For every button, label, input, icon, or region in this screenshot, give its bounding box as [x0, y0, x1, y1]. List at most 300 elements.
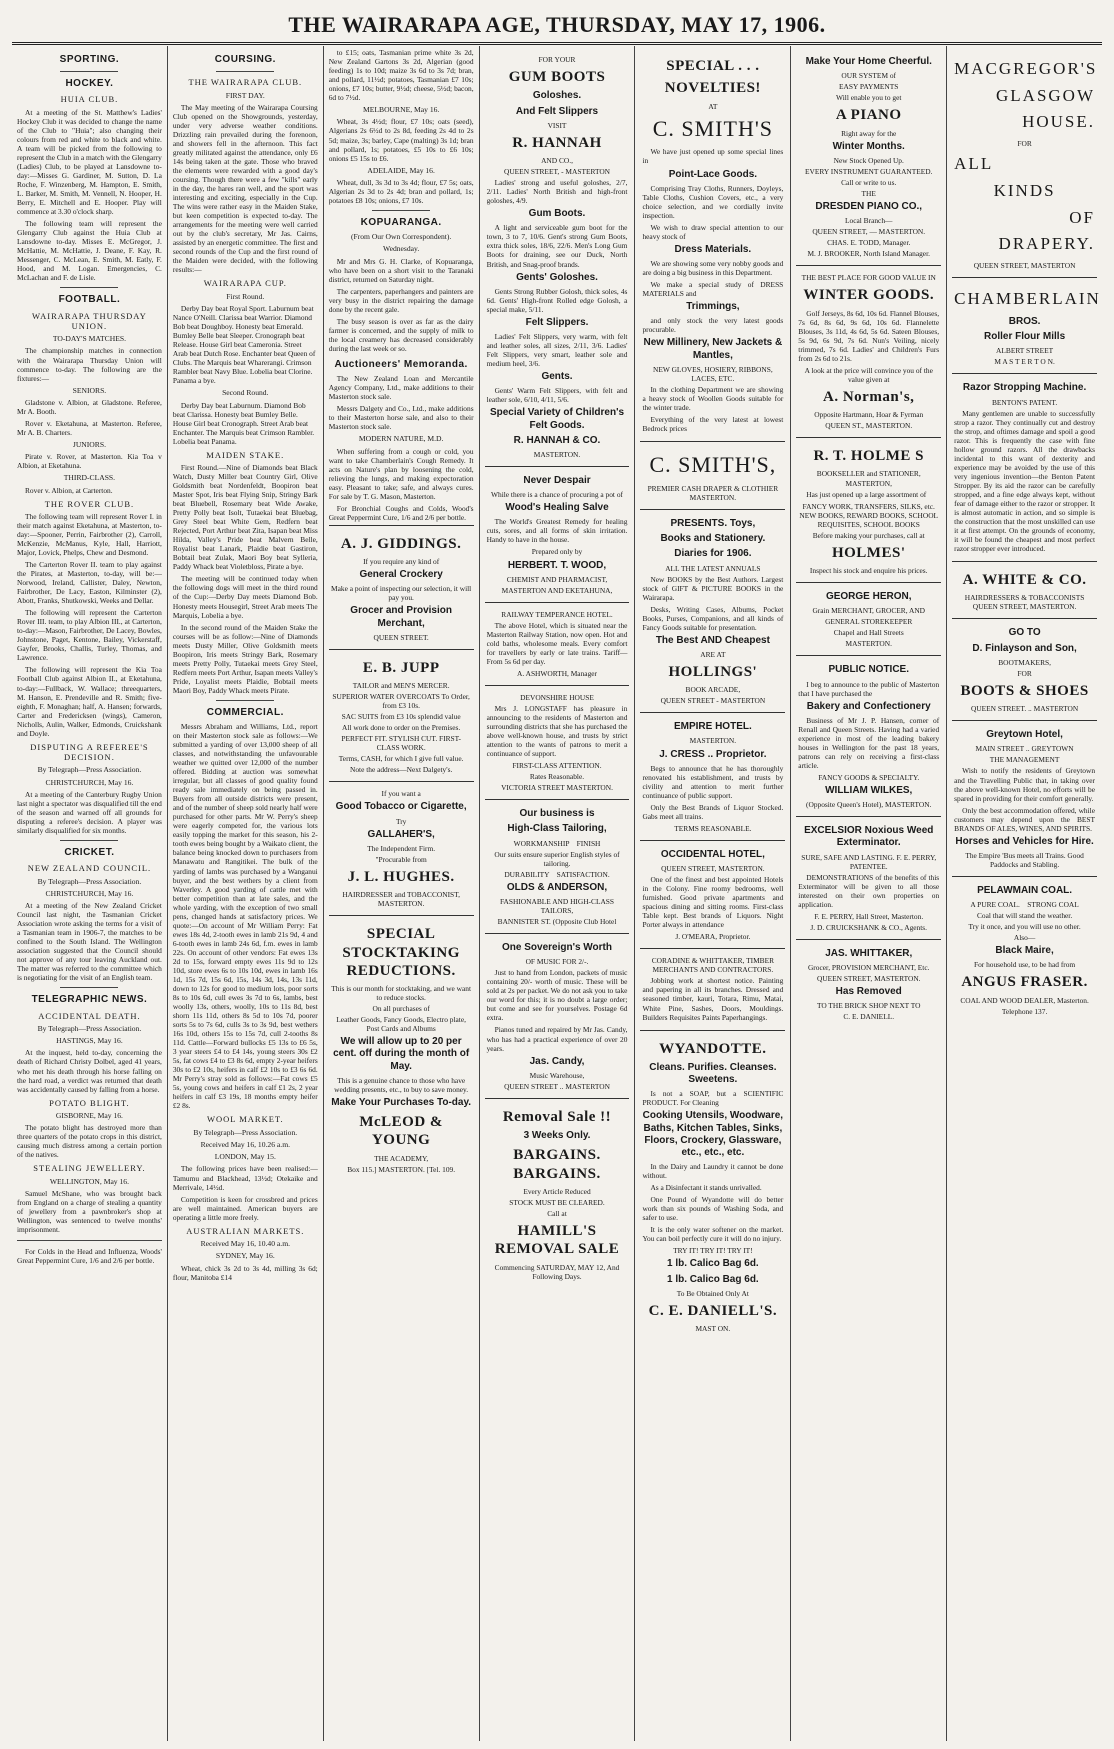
advert-title: EXCELSIOR Noxious Weed Exterminator.: [804, 825, 934, 849]
section-heading: KOPUARANGA.: [360, 216, 442, 228]
subheading: NEW ZEALAND COUNCIL.: [27, 863, 152, 874]
advert-line: Also—: [1013, 933, 1036, 943]
advert-line: Comprising Tray Cloths, Runners, Doyleys, Table Cloths, Cushion Covers, etc., a very choice selection, and we cordially invite inspection.: [642, 183, 784, 220]
advert-title: C. SMITH'S,: [649, 452, 777, 478]
advert-line: As a Disinfectant it stands unrivalled.: [650, 1183, 762, 1193]
advert-line: PREMIER CASH DRAPER & CLOTHIER MASTERTON.: [647, 483, 779, 502]
column-3: [324, 46, 480, 1741]
advert-title: C. E. DANIELL'S.: [648, 1302, 778, 1319]
subheading: First Round.: [226, 291, 265, 301]
advert-line: MASTERTON.: [533, 449, 581, 459]
advert-line: Gents' Goloshes.: [516, 271, 598, 283]
advert-line: All work done to order on the Premises.: [342, 723, 461, 733]
subheading: ACCIDENTAL DEATH.: [38, 1010, 141, 1021]
divider: [17, 1240, 162, 1241]
advert-line: ALL THE LATEST ANNUALS: [665, 563, 761, 573]
advert-line: Diaries for 1906.: [674, 548, 752, 560]
advert-line: One of the finest and best appointed Hotels in the Colony. Fine roomy bedrooms, well furnished. Good private apartments and spacious dining and sitting rooms. First-class Table kept. Best brands of Liquors. Night Porter always in attendance: [642, 875, 784, 930]
advert-line: Music Warehouse,: [529, 1070, 585, 1080]
advert-title: SPECIAL . . .: [666, 58, 760, 74]
advert-line: THE ACADEMY,: [374, 1153, 429, 1163]
advert-line: A. ASHWORTH, Manager: [516, 668, 598, 678]
advert-line: FOR: [1017, 139, 1032, 149]
advert-title: DEVONSHIRE HOUSE: [520, 692, 594, 702]
advert-title: HOLLINGS': [668, 663, 758, 680]
advert-title: D. Finlayson and Son,: [972, 642, 1077, 654]
advert-line: F. E. PERRY, Hall Street, Masterton.: [814, 911, 924, 921]
advert-title: SPECIAL STOCKTAKING REDUCTIONS.: [342, 926, 460, 979]
column-1: [12, 46, 168, 1741]
advert-line: [487, 839, 628, 848]
article-paragraph: First Round.—Nine of Diamonds beat Black Watch, Dusty Miller beat Country Girl, Olive Goldsmith beat Nordenfeldt, Boopiron beat Master Spot, Iris beat Flying Snip, Stringy Bark beat Bluebell, Rosemary beat Wide Awake, Pretty Polly beat Isolt, Tutaekai beat Bluebag, Grey Steel beat White Gem, Redfern beat Rejected, Port Arthur beat Zita, Isapan beat Miss Hilda, Valley's Pride beat Malvern Belle, Royalist beat Lanark, Plaidie beat Gastiron, Bobtail beat Zulak, Maori Boy beat Sylleria, Paddy Whack beat Violetbloss, Pirate a bye.: [172, 463, 318, 572]
advert-title: GEORGE HERON,: [825, 591, 912, 603]
subheading: MAIDEN STAKE.: [206, 449, 285, 460]
advert-line: Grocer, PROVISION MERCHANT, Etc.: [807, 963, 930, 973]
advert-title: Razor Stropping Machine.: [962, 382, 1087, 394]
advert-line: Roller Flour Mills: [984, 331, 1066, 343]
advert-line: A look at the price will convince you of the value given at: [804, 365, 933, 384]
advert-white: [952, 561, 1097, 618]
advert-line: Only the Best Brands of Liquor Stocked. Gabs meet all trains.: [642, 802, 784, 821]
advert-line: Make Your Purchases To-day.: [331, 1096, 472, 1108]
advert-line: The Independent Firm.: [367, 843, 436, 853]
advert-line: Make a point of inspecting our selection, it will pay you.: [331, 584, 472, 603]
advert-line: EVERY INSTRUMENT GUARANTEED.: [804, 166, 933, 176]
section-heading: CRICKET.: [64, 847, 115, 859]
column-2: [168, 46, 324, 1741]
advert-line: MAIN STREET .. GREYTOWN: [975, 744, 1074, 754]
advert-line: SURE, SAFE AND LASTING. F. E. PERRY, PATENTEE.: [801, 852, 937, 871]
divider: [60, 840, 118, 841]
advert-line: Trimmings,: [686, 301, 740, 313]
dateline: Received May 16, 10.26 a.m.: [200, 1139, 290, 1149]
advert-title: HOLMES': [831, 544, 906, 561]
advert-line: MASTERTON.: [689, 736, 737, 746]
advert-title: One Sovereign's Worth: [502, 942, 612, 954]
advert-holmes: [796, 437, 941, 582]
column-7: [947, 46, 1102, 1741]
advert-line: Wood's Healing Salve: [505, 502, 609, 514]
advert-title: High-Class Tailoring,: [507, 823, 607, 835]
article-paragraph: The Carterton Rover II. team to play against the Pirates, at Masterton, to-day, will be:—Norwood, Ireland, Callister, Daley, Newton, Fairbrother, De Lacy, Easton, Kilminster (2), Abott, Franks, Shutkowski, Weeks and Dellar.: [17, 560, 162, 606]
advert-line: ARE AT: [700, 649, 726, 659]
advert-title: BARGAINS. BARGAINS.: [513, 1147, 601, 1182]
advert-line: In the Dairy and Laundry it cannot be done without.: [642, 1162, 784, 1181]
advert-line: J. CRESS .. Proprietor.: [659, 748, 767, 760]
advert-hamill: [485, 1098, 630, 1288]
advert-title: HERBERT. T. WOOD,: [507, 559, 607, 571]
advert-title: MACGREGOR'S: [954, 59, 1098, 78]
advert-railway-hotel: [485, 602, 630, 685]
advert-title: C. SMITH'S: [652, 115, 774, 141]
article-paragraph: Competition is keen for crossbred and prices are well maintained. American buyers are operating a little more freely.: [172, 1194, 318, 1222]
advert-line: VICTORIA STREET MASTERTON.: [501, 783, 613, 793]
article-paragraph: The following prices have been realised:—Tamumu and Blackhead, 13½d; Otekaike and Merrivale, 14½d.: [172, 1164, 318, 1192]
advert-devonshire: [485, 685, 630, 799]
advert-line: In the clothing Department we are showing a heavy stock of Woollen Goods suitable for the winter trade.: [642, 384, 784, 412]
subheading: HUIA CLUB.: [60, 94, 119, 105]
advert-line: C. E. DANIELL.: [843, 1012, 895, 1022]
advert-line: Will enable you to get: [836, 93, 902, 103]
advert-title: NOVELTIES!: [664, 80, 761, 97]
advert-title: Black Maire,: [995, 945, 1054, 957]
article-paragraph: The meeting will be continued today when the following dogs will meet in the third round of the Cup:—Derby Day meets Diamond Bob. Honesty meets Housegirl, Street Arab meets The Marquis, Lobelia a bye.: [172, 574, 318, 620]
advert-line: To Be Obtained Only At: [676, 1288, 749, 1298]
advert-title: McLEOD & YOUNG: [359, 1114, 443, 1149]
advert-line: Call or write to us.: [841, 177, 897, 187]
advert-title: ALL: [954, 154, 994, 174]
advert-excelsior: [796, 816, 941, 939]
dateline: LONDON, May 15.: [214, 1152, 276, 1162]
advert-line: Many gentlemen are unable to successfully strop a razor. They continually cut and destroy the strop, and oftimes damage and spoil a good razor. This is frequently the case with fine hollow ground razors. All the drawbacks incidental to this want of dexterity and experience may be avoided by the use of this very ingenious invention—the Benton Patent Stropper. By its aid the razor can be carefully stropped, and a fine edge always kept, without fear of damage either to the razor or stropper. It is almost automatic in action, and so simple is the construction that the most unskilled can use it at first attempt. On the grounds of economy, it will be found the cheapest and most perfect razor stropper ever introduced.: [954, 408, 1096, 554]
article-paragraph: Mr and Mrs G. H. Clarke, of Kopuaranga, who have been on a short visit to the Taranaki district, returned on Saturday night.: [328, 256, 474, 284]
results-list: Derby Day beat Laburnum. Diamond Bob beat Clarissa. Honesty beat Bumley Belle. House Girl beat Cronograph. Street Arab beat Enchanter. The Marquis beat Crimson Rambler. Lobelia beat Panama.: [172, 400, 315, 446]
advert-line: CHAS. E. TODD, Manager.: [827, 238, 911, 248]
article-paragraph: The busy season is over as far as the dairy farmer is concerned, and the supply of milk to the local creamery has decreased considerably during the last week or so.: [328, 316, 474, 353]
advert-heron: [796, 582, 941, 655]
advert-line: QUEEN STREET - MASTERTON: [660, 696, 766, 706]
advert-line: QUEEN STREET.: [373, 632, 429, 642]
advert-line: GENERAL STOREKEEPER: [825, 617, 913, 627]
advert-line: AT: [708, 101, 718, 111]
advert-line: Cleans. Purifies. Cleanses. Sweetens.: [649, 1061, 777, 1086]
advert-line: (Opposite Queen's Hotel), MASTERTON.: [806, 800, 932, 810]
advert-line: Every Article Reduced: [523, 1186, 591, 1196]
article-paragraph: The following will represent the Kia Toa Football Club against Albion II., at Eketahuna, to-day:—Fullback, W. Wallace; threequarters, M. Hanson, E. Prendeville and R. Smith; five-eighth, F. Monaghan; half, A. Hansen; forwards, Carter and Fredericksen (wings), Cameron, Nicholls, Aulin, Walker, Edmonds, Cruickshank and Doyle.: [17, 665, 162, 738]
section-heading: TELEGRAPHIC NEWS.: [31, 994, 148, 1006]
advert-line: BENTON'S PATENT.: [991, 397, 1058, 407]
dateline: CHRISTCHURCH, May 16.: [45, 888, 134, 898]
advert-line: Jobbing work at shortest notice. Painting and papering in all its branches. Dressed and seasoned timber, kauri, Totara, Rimu, Matai, White Pine, Sashes, Doors, Mouldings. Builders Requisites Paints Paperhangings.: [642, 976, 784, 1022]
advert-line: OUR SYSTEM of: [841, 71, 897, 81]
advert-line: BOOTMAKERS,: [998, 657, 1051, 667]
advert-line: Our suits ensure superior English styles of tailoring.: [494, 849, 620, 868]
advert-line: We will allow up to 20 per cent. off during the month of May.: [333, 1036, 470, 1072]
advert-line: FOR YOUR: [538, 55, 576, 64]
masthead-title: THE WAIRARAPA AGE, THURSDAY, MAY 17, 1906.: [288, 12, 826, 37]
article-paragraph: At a meeting of the New Zealand Cricket Council last night, the Tasmanian Cricket Association wrote asking the terms for a visit of a Tasmanian team in 1906-7, the matches to be confined to the South Island. The Wellington association suggested that the Council should not approve of any tour leaving Auckland out. The matter was referred to the committee which is negotiating for the visit of an English team.: [17, 901, 162, 983]
advert-line: We wish to draw special attention to our heavy stock of: [642, 222, 784, 241]
advert-line: MASTERTON AND EKETAHUNA,: [501, 585, 613, 595]
advert-line: VISIT: [547, 120, 567, 130]
advert-line: A light and serviceable gum boot for the town, 3 to 7, 10/6. Gent's strong Gum Boots, extra thick soles, 18/6, 22/6. Men's Long Gum Boots for draining, see our Duck, North British, and Snag-proof brands.: [486, 223, 628, 269]
advert-line: Cooking Utensils, Woodware, Baths, Kitchen Tables, Sinks, Floors, Crockery, Glassware, etc., etc., etc.: [642, 1110, 784, 1158]
advert-line: The Best AND Cheapest: [655, 634, 770, 646]
advert-line: Mrs J. LONGSTAFF has pleasure in announcing to the residents of Masterton and surrounding districts that she has purchased the above well-known house, and trusts by strict attention to the wants of patrons to merit a continuance of support.: [486, 704, 628, 759]
advert-line: QUEEN ST., MASTERTON.: [825, 421, 913, 431]
advert-line: Grocer and Provision Merchant,: [350, 605, 452, 629]
advert-line: This is our month for stocktaking, and we want to reduce stocks.: [331, 984, 472, 1003]
article-paragraph: Samuel McShane, who was brought back from England on a charge of stealing a quantity of jewellery from a pawnbroker's shop at Wellington, was sentenced to twelve months' imprisonment.: [17, 1188, 162, 1235]
advert-word: WORKMANSHIP: [513, 838, 570, 848]
advert-line: Goloshes.: [532, 90, 582, 102]
advert-line: TRY IT! TRY IT! TRY IT!: [673, 1246, 753, 1256]
advert-line: Leather Goods, Fancy Goods, Electro plate, Post Cards and Albums: [336, 1015, 466, 1034]
section-heading: SPORTING.: [59, 54, 120, 65]
subheading: Second Round.: [222, 388, 269, 398]
advert-line: I beg to announce to the public of Masterton that I have purchased the: [798, 679, 940, 698]
advert-line: QUEEN STREET, MASTERTON: [973, 261, 1076, 271]
advert-line: AND CO.,: [541, 156, 573, 166]
dateline: By Telegraph—Press Association.: [37, 876, 142, 886]
divider: [372, 210, 430, 211]
advert-line: M. J. BROOKER, North Island Manager.: [807, 249, 930, 259]
advert-line: BANNISTER ST. (Opposite Club Hotel: [497, 917, 617, 927]
advert-title: Greytown Hotel,: [986, 729, 1063, 741]
advert-line: Grain MERCHANT, GROCER, AND: [812, 606, 926, 616]
advert-line: QUEEN STREET. .. MASTERTON: [970, 704, 1079, 714]
dateline: CHRISTCHURCH, May 16.: [45, 777, 134, 787]
advert-title: A. J. GIDDINGS.: [340, 535, 462, 552]
advert-whittaker: [796, 939, 941, 1029]
advert-word: DURABILITY: [504, 869, 550, 879]
advert-title: OLDS & ANDERSON,: [506, 881, 608, 893]
advert-line: New Millinery, New Jackets & Mantles,: [643, 337, 783, 361]
advert-line: Bakery and Confectionery: [806, 700, 931, 712]
advert-norman: [796, 265, 941, 437]
dateline: Wednesday.: [383, 244, 420, 254]
divider: [60, 71, 118, 72]
advert-line: New BOOKS by the Best Authors. Largest stock of GIFT & PICTURE BOOKS in the Wairarapa.: [642, 574, 784, 602]
advert-line: The above Hotel, which is situated near the Masterton Railway Station, now open. Hot and cold baths, wholesome meals. Every comfort for travellers by early or late trains. Tariff—From 5s 6d per day.: [486, 620, 628, 666]
advert-line: Inspect his stock and enquire his prices.: [809, 565, 928, 575]
advert-line: If you want a: [381, 789, 421, 799]
advert-title: CORADINE & WHITTAKER, TIMBER MERCHANTS AND CONTRACTORS.: [651, 956, 775, 975]
advert-line: Gents' Warm Felt Slippers, with felt and leather sole, 6/10, 4/11, 5/6.: [486, 386, 628, 405]
advert-title: A. Norman's,: [823, 388, 915, 405]
subheading: POTATO BLIGHT.: [49, 1097, 130, 1108]
dateline: HASTINGS, May 16.: [56, 1036, 123, 1046]
advert-line: FANCY GOODS & SPECIALTY.: [818, 772, 920, 782]
advert-finlayson: [952, 618, 1097, 720]
subheading: MODERN NATURE, M.D.: [358, 434, 444, 444]
section-heading: COMMERCIAL.: [206, 706, 284, 718]
advert-occidental-hotel: [640, 840, 785, 948]
section-heading: FOOTBALL.: [58, 294, 121, 306]
advert-hollings: [640, 509, 785, 712]
advert-line: J. D. CRUICKSHANK & CO., Agents.: [810, 922, 928, 932]
advert-title: JAS. WHITTAKER,: [825, 947, 913, 959]
advert-line: Try it once, and you will use no other.: [968, 922, 1081, 932]
advert-title: PRESENTS. Toys,: [670, 517, 756, 529]
subheading: THE ROVER CLUB.: [44, 498, 135, 509]
article-paragraph: The following team will represent Rover I. in their match against Eketahuna, at Masterton, to-day:—Spooner, Perrin, Fairbrother (2), Carroll, McKenzie, McManus, Kyle, Hall, Harriott, Major, Lovick, Phelps, Chew and Desmond.: [17, 511, 162, 558]
advert-line: BOOK ARCADE,: [685, 685, 741, 695]
advert-line: Winter Months.: [832, 140, 905, 152]
advert-word: FINISH: [576, 838, 601, 848]
dateline: SYDNEY, May 16.: [215, 1251, 275, 1261]
advert-title: E. B. JUPP: [362, 659, 440, 676]
section-heading: COURSING.: [214, 54, 276, 65]
fixture: Pirate v. Rover, at Masterton. Kia Toa v Albion, at Eketahuna.: [17, 452, 162, 471]
subheading: FIRST DAY.: [225, 90, 265, 100]
article-paragraph: to £15; oats, Tasmanian prime white 3s 2d, New Zealand Gartons 3s 2d, Algerian (good feeding) 1s to 10d; maize 3s 6d to 3s 7d; bran, and pollard, 11½d; potatoes, Tasmanian £7 10s; onions, £7 10s; butter, 9½d; cheese, 5½d; bacon, 6d to 7½d.: [328, 48, 474, 103]
advert-line: FANCY WORK, TRANSFERS, SILKS, etc. NEW BOOKS, REWARD BOOKS, SCHOOL REQUISITES, SCHOOL BOOKS: [799, 501, 939, 529]
fixture: Rover v. Albion, at Carterton.: [25, 485, 113, 495]
advert-gallaher: [329, 781, 474, 915]
advert-line: BOOKSELLER and STATIONER, MASTERTON,: [816, 469, 921, 488]
advert-macgregor: [952, 48, 1097, 277]
advert-title: DRAPERY.: [998, 234, 1096, 254]
section-heading: HOCKEY.: [65, 78, 114, 90]
advert-jupp: [329, 649, 474, 782]
subheading: DISPUTING A REFEREE'S DECISION.: [30, 741, 149, 763]
advert-line: QUEEN STREET, MASTERTON.: [816, 974, 921, 984]
advert-line: If you require any kind of: [363, 557, 440, 567]
subheading: STEALING JEWELLERY.: [33, 1163, 146, 1174]
advert-line: Terms, CASH, for which I give full value.: [338, 754, 464, 764]
dateline: By Telegraph—Press Association.: [37, 765, 142, 775]
advert-line: SAC SUITS from £3 10s splendid value: [341, 712, 461, 722]
results-list: Derby Day beat Royal Sport. Laburnum beat Nance O'Neill. Clarissa beat Warrior. Diamond Bob beat Doughboy. Honesty beat Emerald. Bumley Belle beat Sleeper. Cronograph beat Release. House Girl beat Cameronia. Street Arab beat Dutch Rose. Enchanter beat Queen of Clubs. The Marquis beat Wharerangi. Crimson Rambler beat Navy Blue. Lobelia beat Clorine. Panama a bye.: [172, 304, 316, 386]
article-paragraph: Messrs Abraham and Williams, Ltd., report on their Masterton stock sale as follows:—We submitted a yarding of over 13,000 sheep of all classes, and notwithstanding the unfavourable weather we quitted over 12,000 of the number offered. Bidding at auction was somewhat irregular, but all classes of good quality found ready sale immediately on being passed in. Buyers from all outside districts were present, and of the number of sheep sold nearly half were purchased for other parts. Mr W. Perry's sheep were eagerly competed for, the various lots easily topping the market for this season, his 2-tooth ewes being bought by a Waikato client, the balance being knocked down to purchasers from Manawatu and Rangitikei. The bulk of the yarding of lambs was purchased by a Wanganui buyer, and the best wethers by a client from Waverley. A good yarding of cattle met with better competition than at late sales, and the whole yarding, with the exception of two small pens, changed hands at satisfactory prices. We quote:—On account of Mr William Perry: Fat ewes 18s 4d, 2-tooth ewes in lamb 21s 9d, 4 and 6-tooth ewes in lamb 24s 6d, f.m. ewes in lamb 22s. On account of other vendors: Fat ewes 13s 2d to 15s, forward empty ewes 11s 9d to 12s 10d, store ewes 6s to 10s 10d, ewes in lamb 16s 1d, 15s 7d, 15s 6d, 15s, 14s 3d, 14s, 13s 11d, down to 12s for good to medium lots, poor sorts 8s to 10s 6d, cull ewes 3s 7d to 6s, lambs, best woolly 13s, others, woolly, 10s to 11s 8d, best shorn 11s 11d, others 8s 5d to 10s 7d, poorer sorts 5s to 7s 6d, culls 3s to 3s 9d, best wethers 16s 10d, others 15s to 15s 7d, cull 2-tooths 8s 11d. Cattle—Forward bullocks £5 13s to £6 5s, 3 year steers £4 to £4 14s, young steers 30s £2 5s, fat cows £4 to £3 8s 6d, empty 2-year heifers 30s to £2 10s, heifers in calf £2 10s to £3 6s 6d. Mr Perry's stray sold as follows:—Fat cows £5 5s, young cows and heifers in calf £1 2s, 2 year heifers in calf £3 19s, 18 months empty heifer £2 8s.: [172, 722, 318, 1111]
advert-title: Has Removed: [835, 986, 902, 998]
advert-title: PUBLIC NOTICE.: [828, 664, 909, 676]
advert-line: ALBERT STREET: [996, 346, 1054, 356]
advert-line: Only the best accommodation offered, while customers may depend upon the BEST BRANDS OF ALES, WINES, AND SPIRITS.: [954, 805, 1096, 833]
advert-line: FASHIONABLE AND HIGH-CLASS TAILORS,: [500, 896, 615, 915]
advert-line: Right away for the: [841, 128, 897, 138]
advert-title: HAMILL'S REMOVAL SALE: [494, 1222, 620, 1258]
advert-line: J. O'MEARA, Proprietor.: [675, 932, 751, 942]
advert-line: Business of Mr J. P. Hansen, corner of Renall and Queen Streets. Having had a varied experience in most of the leading bakery houses in Wellington for the past 18 years, patrons can rely on receiving a first-class article.: [798, 715, 940, 770]
advert-line: And Felt Slippers: [515, 105, 599, 117]
advert-title: WYANDOTTE.: [659, 1040, 767, 1057]
advert-title: Our business is: [519, 808, 595, 820]
advert-line: QUEEN STREET, — MASTERTON.: [812, 227, 926, 237]
advert-giddings: [329, 525, 474, 649]
advert-mcleod: [329, 915, 474, 1181]
advert-line: Ladies' strong and useful goloshes, 2/7, 2/11. Ladies' North British and high-front goloshes, 4/9.: [486, 178, 628, 206]
advert-chamberlain: [952, 277, 1101, 373]
advert-line: [487, 870, 628, 879]
advert-line: STOCK MUST BE CLEARED.: [509, 1197, 605, 1207]
advert-line: EASY PAYMENTS: [839, 82, 899, 92]
advert-title: RAILWAY TEMPERANCE HOTEL.: [501, 609, 613, 619]
advert-public-notice: [796, 655, 941, 816]
advert-line: MAST ON.: [695, 1324, 731, 1334]
article-paragraph: The New Zealand Loan and Mercantile Agency Company, Ltd., make additions to their Masterton stock sale.: [328, 374, 474, 402]
advert-line: CHEMIST AND PHARMACIST,: [506, 574, 608, 584]
advert-title: A. WHITE & CO.: [962, 572, 1087, 589]
advert-title: WINTER GOODS.: [803, 287, 935, 304]
advert-line: Gents Strong Rubber Golosh, thick soles, 4s 6d. Gents' High-front Rolled edge Golosh, a special make, 5/11.: [486, 286, 628, 314]
divider: [60, 287, 118, 288]
advert-line: Pianos tuned and repaired by Mr Jas. Candy, who has had a practical experience of over 20 years.: [486, 1025, 628, 1053]
advert-title: EMPIRE HOTEL.: [673, 721, 752, 733]
advert-title: PELAWMAIN COAL.: [977, 884, 1073, 896]
advert-line: Rates Reasonable.: [529, 772, 585, 782]
article-paragraph: For Bronchial Coughs and Colds, Wood's Great Peppermint Cure, 1/6 and 2/6 per bottle.: [328, 503, 474, 522]
column-6: [791, 46, 947, 1741]
article-paragraph: Wheat, dull, 3s 3d to 3s 4d; flour, £7 5s; oats, Algerian 2s 3d to 2s 4d; bran and pollard, 1s; potatoes £8 10s; onions, £7 10s.: [328, 177, 474, 205]
advert-title: Removal Sale !!: [502, 1108, 612, 1125]
article-paragraph: Wheat, 3s 4½d; flour, £7 10s; oats (seed), Algerians 2s 6½d to 2s 8d, feeding 2s 4d to 2s 5d; maize, 3s; barley, Cape (malting) 3s 1d; bran and pollard, 1s; potatoes, £5 10s to £6 10s; onions £5 15s to £6.: [328, 117, 474, 163]
article-paragraph: In the second round of the Maiden Stake the courses will be as follow:—Nine of Diamonds meets Dusty Miller, Olive Goldsmith meets Boopiron, Iris meets Stringy Bark, Rosemary meets Pretty Polly, Tutaekai meets Grey Steel, Redfern meets Port Arthur, Isapan meets Valley's Pride, Loyalist meets Plaidie, Bobtail meets Maori Boy, Paddy Whack meets Pirate.: [172, 622, 318, 695]
advert-line: GALLAHER'S,: [367, 828, 435, 840]
advert-line: Dress Materials.: [674, 243, 752, 255]
advert-word: SATISFACTION.: [556, 869, 610, 879]
advert-title: Never Despair: [523, 474, 591, 486]
advert-title: BOOTS & SHOES: [960, 682, 1089, 699]
advert-title: Jas. Candy,: [529, 1055, 585, 1067]
advert-line: The World's Greatest Remedy for healing cuts, sores, and all forms of skin irritation. Handy to have in the house.: [486, 517, 628, 545]
advert-line: 3 Weeks Only.: [523, 1130, 591, 1142]
advert-greytown-hotel: [952, 720, 1097, 876]
fixture: Rover v. Eketahuna, at Masterton. Referee, Mr A. B. Charters.: [17, 418, 162, 437]
advert-line: QUEEN STREET, - MASTERTON: [503, 167, 611, 177]
advert-line: Is not a SOAP, but a SCIENTIFIC PRODUCT. For Cleaning: [642, 1089, 784, 1108]
advert-candy: [485, 933, 630, 1098]
advert-line: Opposite Hartmann, Hoar & Fyrman: [814, 410, 924, 420]
advert-line: Gents.: [541, 371, 573, 383]
advert-line: FIRST-CLASS ATTENTION.: [512, 761, 602, 771]
advert-line: Golf Jerseys, 8s 6d, 10s 6d. Flannel Blouses, 7s 6d, 8s 6d, 9s 6d, 10s 6d. Flannelette Blouses, 3s 11d, 4s 6d, 5s 6d. Sateen Blouses, 5s 9d, 6s 9d, 7s 6d. Nun's Veiling, nicely trimmed, 7s 6d. Ladies' and Children's Furs from 2s 6d to 21s.: [798, 308, 940, 363]
advert-line: Ladies' Felt Slippers, very warm, with felt and leather soles, all sizes, 2/11, 3/6. Ladies' Felt Slippers, very smart, leather sole and medium heel, 3/6.: [486, 332, 628, 369]
advert-line: Gum Boots.: [528, 208, 586, 220]
advert-title: R. T. HOLME S: [813, 448, 924, 465]
article-paragraph: The May meeting of the Wairarapa Coursing Club opened on the Showgrounds, yesterday, under very adverse weather conditions. Drizzling rain prevailed during the forenoon, and showers fell in the afternoon. This fact greatly militated against the attendance, only £6 14s being taken at the gate. Those who braved the elements were rewarded with a good day's coursing. Though there were a few "kills" early in the day, the hares ran well, and the sport was interesting and exciting, especially in the Cup. The wins were rather easy in the Maiden Stake, but keen competition is expected to-day. The arrangements for the meeting were well carried out by the club's secretary, Mr Jas. Cairns, assisted by an energetic committee. The first and second rounds of the Cup and the first round of the Maiden were decided, with the following results:—: [172, 102, 318, 275]
advert-line: Point-Lace Goods.: [668, 168, 758, 180]
advert-line: COAL AND WOOD DEALER, Masterton.: [960, 995, 1089, 1005]
advert-title: OF: [1069, 207, 1096, 227]
advert-title: GUM BOOTS: [508, 69, 606, 86]
advert-line: Call at: [547, 1208, 567, 1218]
fixture: Gladstone v. Albion, at Gladstone. Referee, Mr A. Booth.: [17, 397, 162, 416]
advert-title: KINDS: [993, 180, 1056, 200]
advert-line: Wish to notify the residents of Greytown and the Travelling Public that, in taking over the above well-known Hotel, no efforts will be spared in providing for their comfort generally.: [954, 766, 1096, 803]
advert-line: Commencing SATURDAY, MAY 12, And Following Days.: [494, 1262, 620, 1281]
article-paragraph: Messrs Dalgety and Co., Ltd., make additions to their Masterton horse sale, and also to their Masterton stock sale.: [328, 404, 474, 432]
advert-line: Try: [395, 816, 407, 826]
advert-line: We are showing some very nobby goods and are doing a big business in this Department.: [642, 259, 784, 278]
advert-line: and only stock the very latest goods procurable.: [642, 316, 784, 335]
advert-line: Coal that will stand the weather.: [976, 911, 1073, 921]
advert-line: This is a genuine chance to those who have wedding presents, etc., to buy to save money.: [334, 1075, 469, 1094]
advert-pelawmain-coal: [952, 876, 1097, 1023]
advert-title: GLASGOW: [996, 85, 1096, 105]
divider: [60, 987, 118, 988]
dateline: GISBORNE, May 16.: [55, 1110, 123, 1120]
advert-title: CHAMBERLAIN: [954, 289, 1101, 309]
advert-title: ANGUS FRASER.: [961, 974, 1088, 991]
advert-line: The Empire 'Bus meets all Trains. Good Paddocks and Stabling.: [965, 850, 1084, 869]
column-4: [480, 46, 636, 1741]
advert-line: We make a special study of DRESS MATERIALS and: [642, 280, 784, 299]
advert-word: STRONG COAL: [1027, 900, 1079, 910]
advert-title: R. HANNAH: [512, 134, 602, 151]
article-paragraph: The potato blight has destroyed more than three quarters of the potato crops in this district, causing much distress among a certain portion of the natives.: [17, 1123, 162, 1160]
advert-title: Make Your Home Cheerful.: [805, 56, 932, 67]
subheading: (From Our Own Correspondent).: [350, 232, 452, 242]
article-paragraph: The championship matches in connection with the Wairarapa Thursday Union will commence to-day. The following are the fixtures:—: [17, 346, 162, 383]
article-paragraph: At a meeting of the Canterbury Rugby Union last night a spectator was disqualified till the end of the season and warned off all grounds for disputing a referee's decision. A player was similarly disqualified for six months.: [17, 789, 162, 836]
advert-line: THE: [861, 188, 876, 198]
advert-title: DRESDEN PIANO CO.,: [815, 200, 923, 212]
advert-line: QUEEN STREET .. MASTERTON: [504, 1081, 610, 1091]
advert-empire-hotel: [640, 712, 785, 840]
advert-line: FOR: [1017, 668, 1032, 678]
advert-line: On all purchases of: [372, 1004, 430, 1014]
subheading: SENIORS.: [72, 385, 107, 395]
advert-line: 1 lb. Calico Bag 6d.: [667, 1258, 759, 1270]
advert-line: SUPERIOR WATER OVERCOATS To Order, from £3 10s.: [332, 692, 470, 711]
advert-title: A PIANO: [835, 107, 902, 124]
advert-line: Horses and Vehicles for Hire.: [955, 835, 1094, 847]
subheading: JUNIORS.: [72, 439, 106, 449]
advert-line: Telephone 137.: [1001, 1006, 1048, 1016]
dateline: Received May 16, 10.40 a.m.: [200, 1239, 290, 1249]
